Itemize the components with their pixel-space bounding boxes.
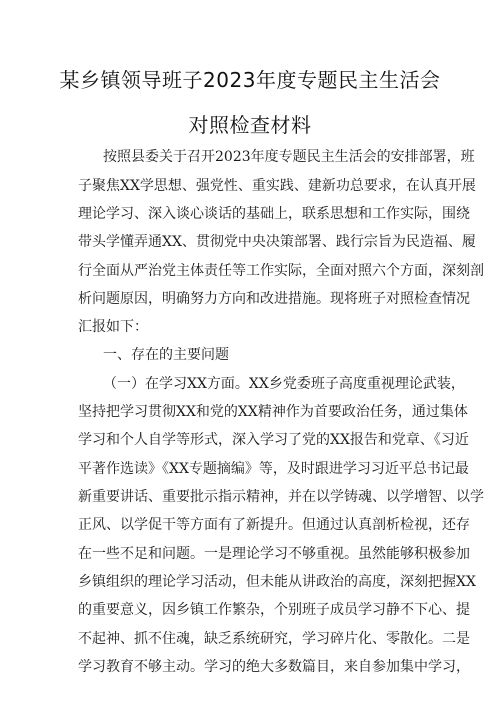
paragraph-line: 坚持把学习贯彻XX和党的XX精神作为首要政治任务，通过集体 xyxy=(78,404,468,420)
paragraph-line: （一）在学习XX方面。XX乡党委班子高度重视理论武装， xyxy=(103,376,465,392)
document-title-line-1: 某乡镇领导班子2023年度专题民主生活会 xyxy=(59,68,441,92)
paragraph-line: 析问题原因，明确努力方向和改进措施。现将班子对照检查情况 xyxy=(78,291,470,307)
paragraph-line: 乡镇组织的理论学习活动，但未能从讲政治的高度，深刻把握XX xyxy=(78,574,476,590)
paragraph-line: 带头学懂弄通XX、贯彻党中央决策部署、践行宗旨为民造福、履 xyxy=(78,234,476,250)
paragraph-line: 在一些不足和问题。一是理论学习不够重视。虽然能够积极参加 xyxy=(78,546,470,562)
paragraph-line: 不起神、抓不住魂，缺乏系统研究，学习碎片化、零散化。二是 xyxy=(78,631,470,647)
paragraph-line: 正风、以学促干等方面有了新提升。但通过认真剖析检视，还存 xyxy=(78,517,470,533)
paragraph-line: 按照县委关于召开2023年度专题民主生活会的安排部署，班 xyxy=(103,149,475,165)
paragraph-line: 汇报如下： xyxy=(78,319,148,335)
paragraph-line: 学习教育不够主动。学习的绝大多数篇目，来自参加集中学习， xyxy=(78,659,470,675)
paragraph-line: 学习和个人自学等形式，深入学习了党的XX报告和党章、《习近 xyxy=(78,432,469,448)
document-title-line-2: 对照检查材料 xyxy=(188,113,312,137)
paragraph-line: 新重要讲话、重要批示指示精神，并在以学铸魂、以学增智、以学 xyxy=(78,489,484,505)
paragraph-line: 平著作选读》《XX专题摘编》等，及时跟进学习习近平总书记最 xyxy=(78,461,469,477)
section-heading: 一、存在的主要问题 xyxy=(103,347,229,363)
paragraph-line: 行全面从严治党主体责任等工作实际，全面对照六个方面，深刻剖 xyxy=(78,263,484,279)
paragraph-line: 子聚焦XX学思想、强党性、重实践、建新功总要求，在认真开展 xyxy=(78,178,476,194)
paragraph-line: 理论学习、深入谈心谈话的基础上，联系思想和工作实际，围绕 xyxy=(78,206,470,222)
paragraph-line: 的重要意义，因乡镇工作繁杂，个别班子成员学习静不下心、提 xyxy=(78,602,470,618)
